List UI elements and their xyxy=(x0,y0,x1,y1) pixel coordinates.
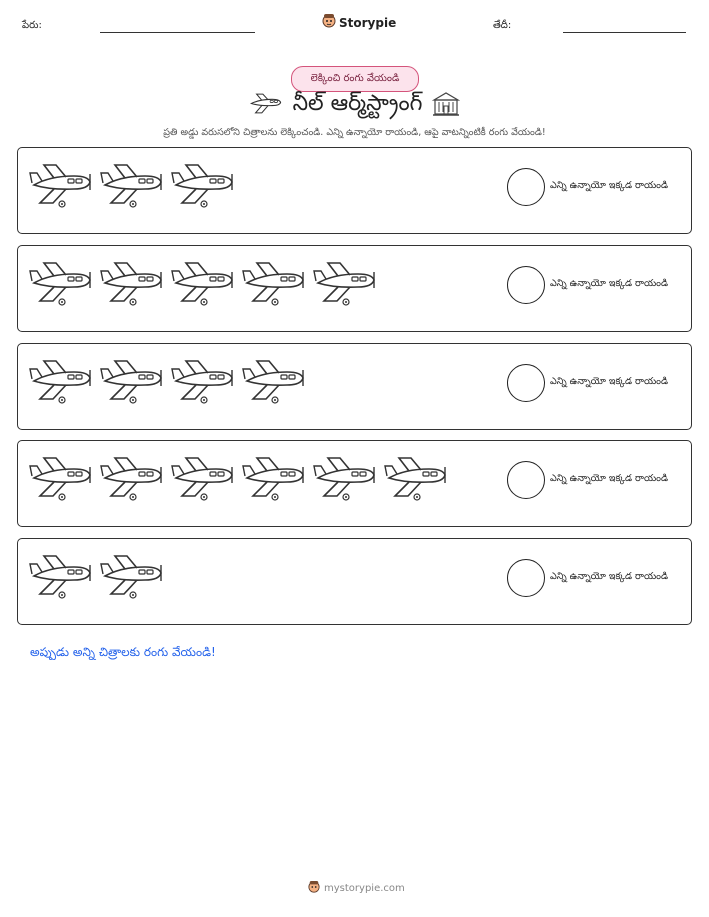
airplane-icon[interactable] xyxy=(312,259,378,307)
airplane-icon[interactable] xyxy=(28,357,94,405)
answer-circle[interactable] xyxy=(507,168,545,206)
airplane-icon[interactable] xyxy=(28,454,94,502)
count-row-5 xyxy=(17,538,692,625)
count-row-3 xyxy=(17,343,692,430)
date-label: తేదీ: xyxy=(493,20,512,31)
picture-group xyxy=(28,357,307,405)
page-title: నీల్ ఆర్మ్‌స్ట్రాంగ్ xyxy=(292,91,423,116)
airplane-icon[interactable] xyxy=(99,259,165,307)
title-row xyxy=(0,90,709,122)
airplane-icon[interactable] xyxy=(241,259,307,307)
airplane-icon[interactable] xyxy=(312,454,378,502)
airplane-icon[interactable] xyxy=(170,454,236,502)
answer-label: ఎన్ని ఉన్నాయో ఇక్కడ రాయండి xyxy=(550,571,669,582)
airplane-icon[interactable] xyxy=(99,552,165,600)
answer-label: ఎన్ని ఉన్నాయో ఇక్కడ రాయండి xyxy=(550,376,669,387)
airplane-icon[interactable] xyxy=(99,357,165,405)
count-row-1 xyxy=(17,147,692,234)
airplane-icon[interactable] xyxy=(170,161,236,209)
storypie-mascot-icon xyxy=(322,13,336,33)
footer-url xyxy=(308,880,405,897)
airplane-icon[interactable] xyxy=(241,357,307,405)
airplane-icon[interactable] xyxy=(28,161,94,209)
airplane-icon[interactable] xyxy=(28,259,94,307)
answer-label: ఎన్ని ఉన్నాయో ఇక్కడ రాయండి xyxy=(550,180,669,191)
picture-group xyxy=(28,454,449,502)
count-row-4 xyxy=(17,440,692,527)
count-row-2 xyxy=(17,245,692,332)
activity-badge: లెక్కించి రంగు వేయండి xyxy=(291,66,419,92)
airplane-icon[interactable] xyxy=(99,454,165,502)
footer-note: అప్పుడు అన్ని చిత్రాలకు రంగు వేయండి! xyxy=(30,645,216,659)
name-line[interactable] xyxy=(100,32,255,33)
brand-logo xyxy=(322,13,396,33)
airplane-icon[interactable] xyxy=(170,357,236,405)
answer-circle[interactable] xyxy=(507,559,545,597)
brand-name: Storypie xyxy=(339,16,397,30)
building-icon xyxy=(432,91,460,121)
picture-group xyxy=(28,552,165,600)
airplane-icon[interactable] xyxy=(383,454,449,502)
answer-label: ఎన్ని ఉన్నాయో ఇక్కడ రాయండి xyxy=(550,278,669,289)
picture-group xyxy=(28,161,236,209)
storypie-mascot-icon xyxy=(308,880,320,897)
airplane-icon xyxy=(249,92,283,120)
picture-group xyxy=(28,259,378,307)
airplane-icon[interactable] xyxy=(241,454,307,502)
airplane-icon[interactable] xyxy=(170,259,236,307)
airplane-icon[interactable] xyxy=(28,552,94,600)
instructions: ప్రతి అడ్డు వరుసలోని చిత్రాలను లెక్కించండి. ఎన్ని ఉన్నాయో రాయండి, ఆపై వాటన్నింటికీ రంగు వేయండి! xyxy=(163,127,546,138)
answer-label: ఎన్ని ఉన్నాయో ఇక్కడ రాయండి xyxy=(550,473,669,484)
answer-circle[interactable] xyxy=(507,461,545,499)
date-line[interactable] xyxy=(563,32,686,33)
airplane-icon[interactable] xyxy=(99,161,165,209)
answer-circle[interactable] xyxy=(507,364,545,402)
footer-url-text: mystorypie.com xyxy=(324,883,405,894)
answer-circle[interactable] xyxy=(507,266,545,304)
name-label: పేరు: xyxy=(22,20,42,31)
